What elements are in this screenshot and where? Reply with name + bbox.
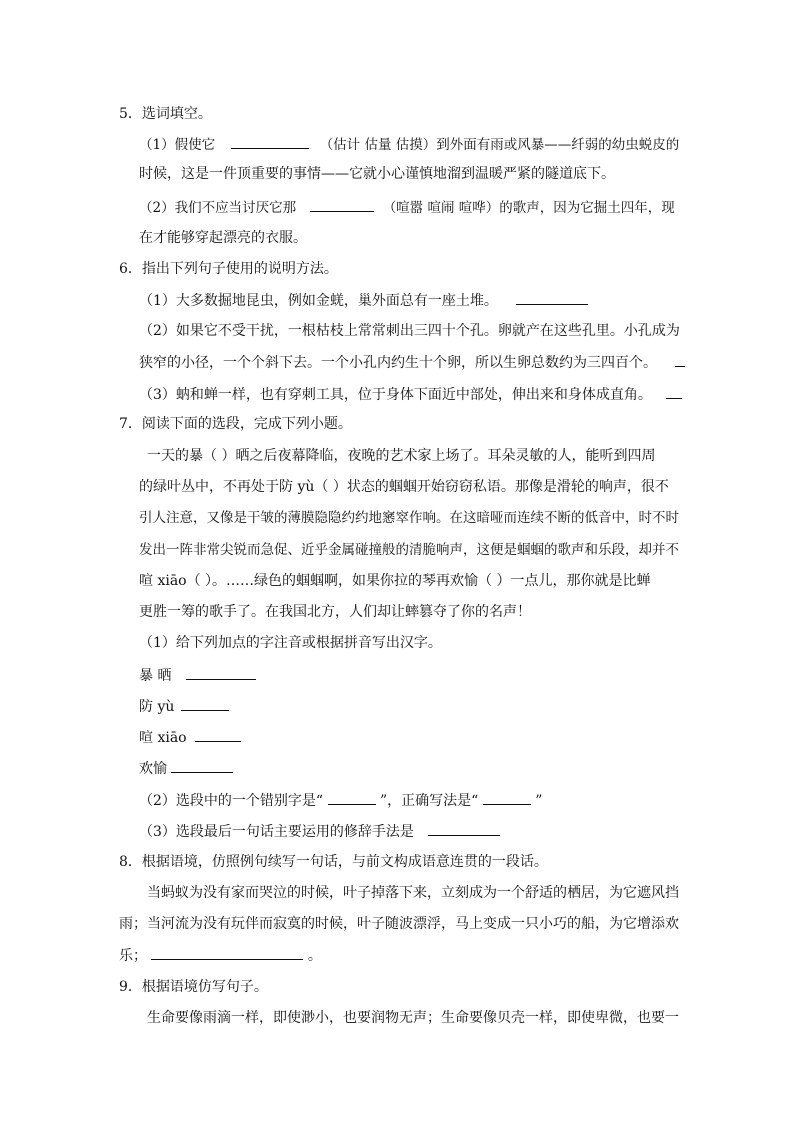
q7-sub2-middle: ”，正确写法是“ — [379, 793, 479, 809]
q7-word1: 暴 晒 — [139, 668, 172, 684]
q5-item1-line1 — [139, 134, 679, 155]
q8-line3-suffix: 。 — [307, 948, 322, 964]
q6-item1-text: （1）大多数掘地昆虫，例如金蜣，巢外面总有一座土堆。 — [139, 293, 498, 309]
q7-word4-blank[interactable] — [171, 758, 233, 773]
q9-title: 9．根据语境仿写句子。 — [119, 979, 268, 995]
q7-passage-line4: 发出一阵非常尖锐而急促、近乎金属碰撞般的清脆响声，这便是蝈蝈的歌声和乐段，却并不 — [139, 542, 679, 558]
q6-item3 — [139, 384, 682, 405]
q7-title: 7．阅读下面的选段，完成下列小题。 — [119, 416, 352, 432]
q7-passage-line6: 更胜一筹的歌手了。在我国北方，人们却让蟀篡夺了你的名声！ — [139, 604, 531, 620]
q6-item2-blank[interactable] — [675, 352, 685, 367]
q7-passage-line1: 一天的暴（ ）晒之后夜幕降临，夜晚的艺术家上场了。耳朵灵敏的人，能听到四周 — [147, 448, 656, 464]
q7-word1-blank[interactable] — [186, 665, 256, 680]
q9-passage-line1: 生命要像雨滴一样，即使渺小，也要润物无声；生命要像贝壳一样，即使卑微，也要一 — [147, 1010, 679, 1026]
q7-sub1: （1）给下列加点的字注音或根据拼音写出汉字。 — [139, 635, 442, 651]
q7-sub3-text: （3）选段最后一句话主要运用的修辞手法是 — [139, 824, 414, 840]
q6-item3-blank[interactable] — [666, 384, 682, 399]
q8-passage-line2: 雨；当河流为没有玩伴而寂寞的时候，叶子随波漂浮，马上变成一只小巧的船，为它增添欢 — [119, 916, 679, 932]
q7-word1-row — [139, 665, 256, 686]
q7-sub2-correct-blank[interactable] — [483, 790, 531, 805]
q5-item1-suffix: （估计 估量 估摸）到外面有雨或风暴——纤弱的幼虫蜕皮的 — [319, 137, 680, 153]
q7-sub2-suffix: ” — [535, 793, 543, 809]
q6-item2-text: 狭窄的小径，一个个斜下去。一个小孔内约生十个卵，所以生卵总数约为三四百个。 — [139, 355, 657, 371]
q7-word2-row — [139, 696, 229, 717]
q5-item1-blank[interactable] — [231, 134, 309, 149]
q5-item2-prefix: （2）我们不应当讨厌它那 — [139, 200, 297, 216]
q5-item2-line2: 在才能够穿起漂亮的衣服。 — [139, 230, 307, 246]
q7-passage-line3: 引人注意，又像是干皱的薄膜隐隐约约地窸窣作响。在这暗哑而连续不断的低音中，时不时 — [139, 510, 679, 526]
q8-answer-blank[interactable] — [151, 945, 303, 960]
q6-item1-blank[interactable] — [516, 290, 588, 305]
q7-sub2-prefix: （2）选段中的一个错别字是“ — [139, 793, 324, 809]
q7-word4-row — [139, 758, 233, 779]
q6-title: 6．指出下列句子使用的说明方法。 — [119, 261, 338, 277]
q7-passage-line5: 喧 xiāo（ ）。……绿色的蝈蝈啊，如果你拉的琴再欢愉（ ）一点儿，那你就是比蝉 — [139, 573, 651, 589]
q7-word2-blank[interactable] — [181, 696, 229, 711]
q7-word3-row — [139, 727, 241, 748]
q7-word2: 防 yù — [139, 699, 175, 715]
q6-item2-line1: （2）如果它不受干扰，一根枯枝上常常刺出三四十个孔。卵就产在这些孔里。小孔成为 — [139, 323, 680, 339]
q7-sub3-blank[interactable] — [428, 821, 500, 836]
q7-word3: 喧 xiāo — [139, 730, 187, 746]
q7-sub2-wrong-blank[interactable] — [328, 790, 376, 805]
q7-word3-blank[interactable] — [195, 727, 241, 742]
q8-title: 8．根据语境，仿照例句续写一句话，与前文构成语意连贯的一段话。 — [119, 854, 548, 870]
q6-item2-line2 — [139, 352, 685, 373]
q5-item2-line1 — [139, 197, 675, 218]
q8-line3-prefix: 乐； — [119, 948, 147, 964]
q8-passage-line3 — [119, 945, 322, 966]
q5-item2-suffix: （喧嚣 喧闹 喧哗）的歌声，因为它掘土四年，现 — [382, 200, 675, 216]
q7-passage-line2: 的绿叶丛中，不再处于防 yù（ ）状态的蝈蝈开始窃窃私语。那像是滑轮的响声，很不 — [139, 479, 669, 495]
q6-item3-text: （3）蚋和蝉一样，也有穿刺工具，位于身体下面近中部处，伸出来和身体成直角。 — [139, 387, 652, 403]
q5-title: 5．选词填空。 — [119, 106, 212, 122]
q7-word4: 欢愉 — [139, 761, 167, 777]
q7-sub2 — [139, 790, 542, 811]
q5-item2-blank[interactable] — [310, 197, 374, 212]
q5-item1-line2: 时候，这是一件顶重要的事情——它就小心谨慎地溜到温暖严紧的隧道底下。 — [139, 166, 615, 182]
q7-sub3 — [139, 821, 500, 842]
q8-passage-line1: 当蚂蚁为没有家而哭泣的时候，叶子掉落下来，立刻成为一个舒适的栖居，为它遮风挡 — [147, 885, 679, 901]
q6-item1 — [139, 290, 588, 311]
q5-item1-prefix: （1）假使它 — [139, 137, 216, 153]
